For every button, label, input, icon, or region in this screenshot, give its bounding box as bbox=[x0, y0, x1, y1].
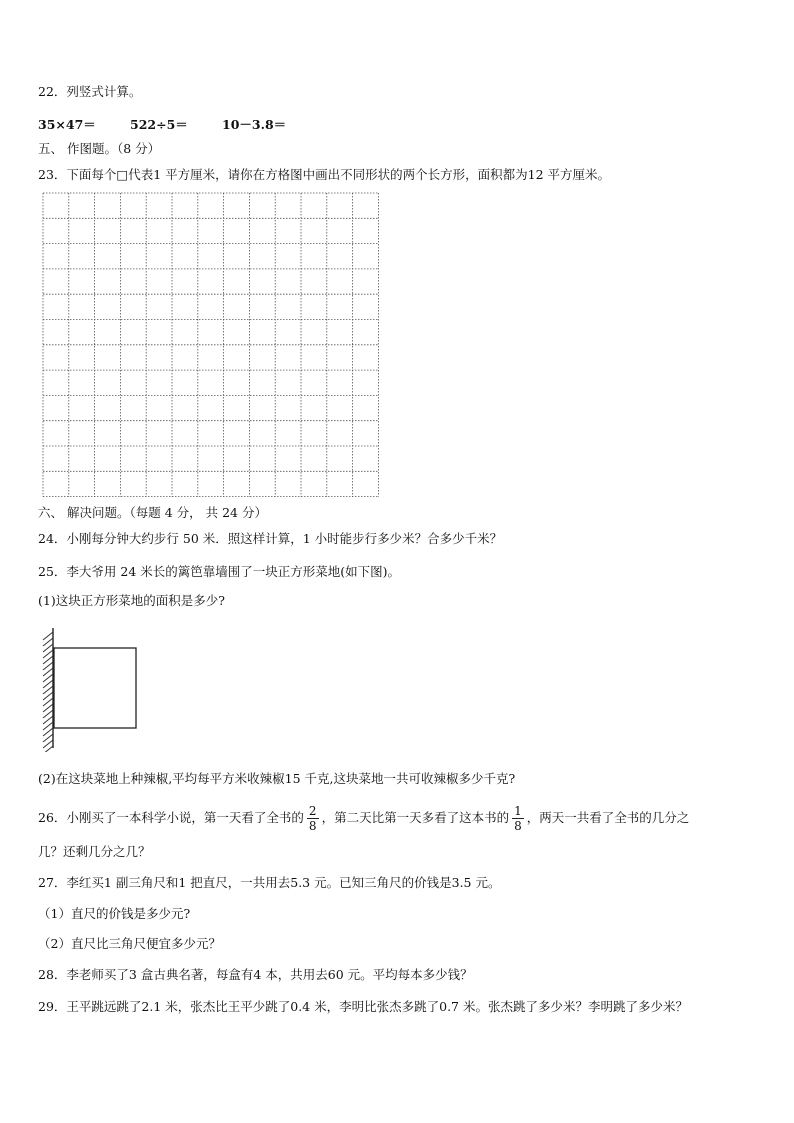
section-5-title: 五、 作图题。（8 分） bbox=[38, 141, 161, 156]
fraction-denominator: 8 bbox=[308, 819, 317, 833]
q26-line-2: 几？还剩几分之几？ bbox=[38, 844, 151, 859]
q25-text: 25．李大爷用 24 米长的篱笆靠墙围了一块正方形菜地(如下图)。 bbox=[38, 564, 401, 579]
q22-expression-2: 522÷5＝ bbox=[130, 117, 188, 132]
square-garden bbox=[54, 648, 136, 728]
q26-part2: ，第二天比第一天多看了这本书的 bbox=[321, 810, 510, 825]
q26-part1: 26．小刚买了一本科学小说，第一天看了全书的 bbox=[38, 810, 304, 825]
q24-text: 24．小刚每分钟大约步行 50 米．照这样计算，1 小时能步行多少米？合多少千米？ bbox=[38, 531, 503, 546]
square-garden-figure bbox=[36, 628, 146, 752]
fraction-denominator: 8 bbox=[514, 819, 522, 833]
q27-sub1: （1）直尺的价钱是多少元? bbox=[38, 906, 191, 921]
wall-hatching bbox=[43, 632, 53, 752]
q25-sub1: (1)这块正方形菜地的面积是多少? bbox=[38, 593, 225, 608]
q23-text: 23．下面每个□代表1 平方厘米，请你在方格图中画出不同形状的两个长方形，面积都为12 平方厘米。 bbox=[38, 167, 611, 182]
q22-expression-3: 10－3.8＝ bbox=[222, 117, 287, 132]
square-grid bbox=[42, 192, 382, 498]
q22-expression-1: 35×47＝ bbox=[38, 117, 96, 132]
q26-part3: ，两天一共看了全书的几分之 bbox=[526, 810, 690, 825]
fraction-numerator: 2 bbox=[308, 804, 317, 818]
section-6-title: 六、 解决问题。（每题 4 分， 共 24 分） bbox=[38, 505, 267, 520]
fraction-numerator: 1 bbox=[514, 804, 522, 818]
q29-text: 29．王平跳远跳了2.1 米，张杰比王平少跳了0.4 米，李明比张杰多跳了0.7 米。张杰跳了多少米？李明跳了多少米？ bbox=[38, 999, 688, 1014]
fraction-2-8 bbox=[307, 804, 319, 833]
q26-line-1 bbox=[38, 804, 689, 833]
q28-text: 28．李老师买了3 盒古典名著，每盒有4 本，共用去60 元。平均每本多少钱？ bbox=[38, 967, 473, 982]
q27-text: 27．李红买1 副三角尺和1 把直尺，一共用去5.3 元。已知三角尺的价钱是3.5 元。 bbox=[38, 875, 501, 890]
q22-title: 22．列竖式计算。 bbox=[38, 84, 142, 99]
q27-sub2: （2）直尺比三角尺便宜多少元？ bbox=[38, 936, 221, 951]
fraction-1-8 bbox=[512, 804, 524, 833]
q25-sub2: (2)在这块菜地上种辣椒,平均每平方米收辣椒15 千克,这块菜地一共可收辣椒多少千克? bbox=[38, 771, 516, 786]
